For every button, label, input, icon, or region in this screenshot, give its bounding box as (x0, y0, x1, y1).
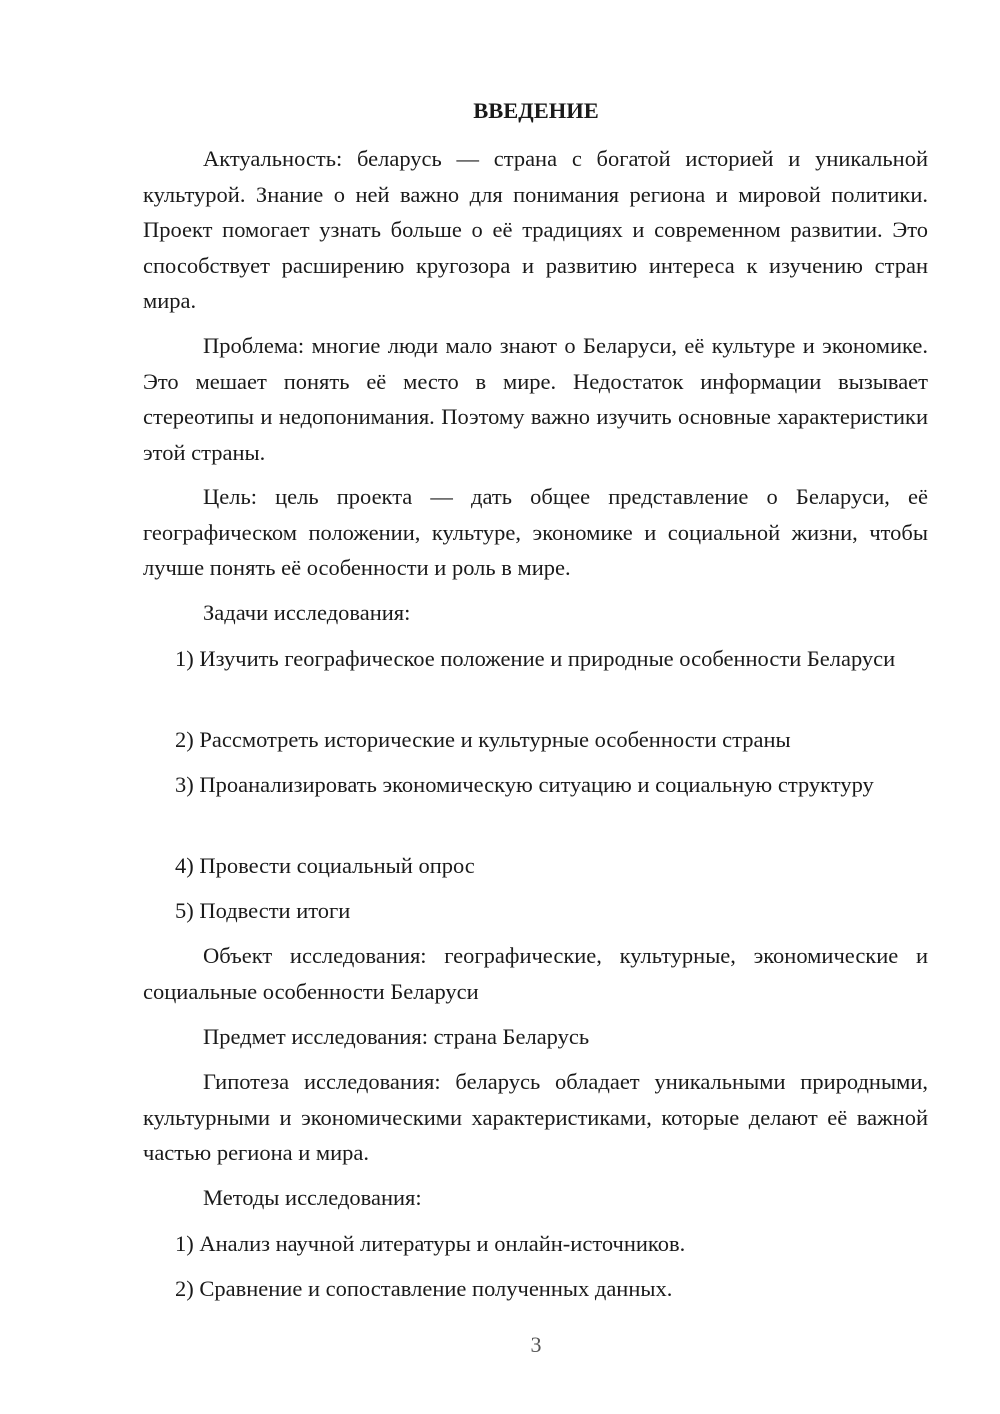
methods-heading: Методы исследования: (203, 1185, 422, 1210)
task-item-3: 3) Проанализировать экономическую ситуацию и социальную структуру (175, 772, 874, 797)
task-item-2: 2) Рассмотреть исторические и культурные особенности страны (175, 727, 791, 752)
method-item-1: 1) Анализ научной литературы и онлайн-источников. (175, 1231, 686, 1256)
task-item-1: 1) Изучить географическое положение и природные особенности Беларуси (175, 646, 896, 671)
paragraph-problem: Проблема: многие люди мало знают о Беларуси, её культуре и экономике. Это мешает понять её место в мире. Недостаток информации вызывает стереотипы и недопонимания. Поэтому важно изучить основные характеристики этой страны. (143, 333, 928, 465)
task-item-4: 4) Провести социальный опрос (175, 853, 475, 878)
paragraph-object: Объект исследования: географические, культурные, экономические и социальные особенности Беларуси (143, 943, 928, 1004)
paragraph-goal: Цель: цель проекта — дать общее представление о Беларуси, её географическом положении, культуре, экономике и социальной жизни, чтобы лучше понять её особенности и роль в мире. (143, 484, 928, 581)
paragraph-relevance: Актуальность: беларусь — страна с богатой историей и уникальной культурой. Знание о ней важно для понимания региона и мировой политики. Проект помогает узнать больше о её традициях и современном развитии. Это способствует расширению кругозора и развитию интереса к изучению стран мира. (143, 146, 928, 314)
method-item-2: 2) Сравнение и сопоставление полученных данных. (175, 1276, 673, 1301)
task-item-5: 5) Подвести итоги (175, 898, 351, 923)
page-title: ВВЕДЕНИЕ (473, 98, 599, 123)
paragraph-subject: Предмет исследования: страна Беларусь (203, 1024, 590, 1049)
page-number: 3 (530, 1332, 542, 1357)
paragraph-hypothesis: Гипотеза исследования: беларусь обладает уникальными природными, культурными и экономическими характеристиками, которые делают её важной частью региона и мира. (143, 1069, 928, 1166)
tasks-heading: Задачи исследования: (203, 600, 411, 625)
